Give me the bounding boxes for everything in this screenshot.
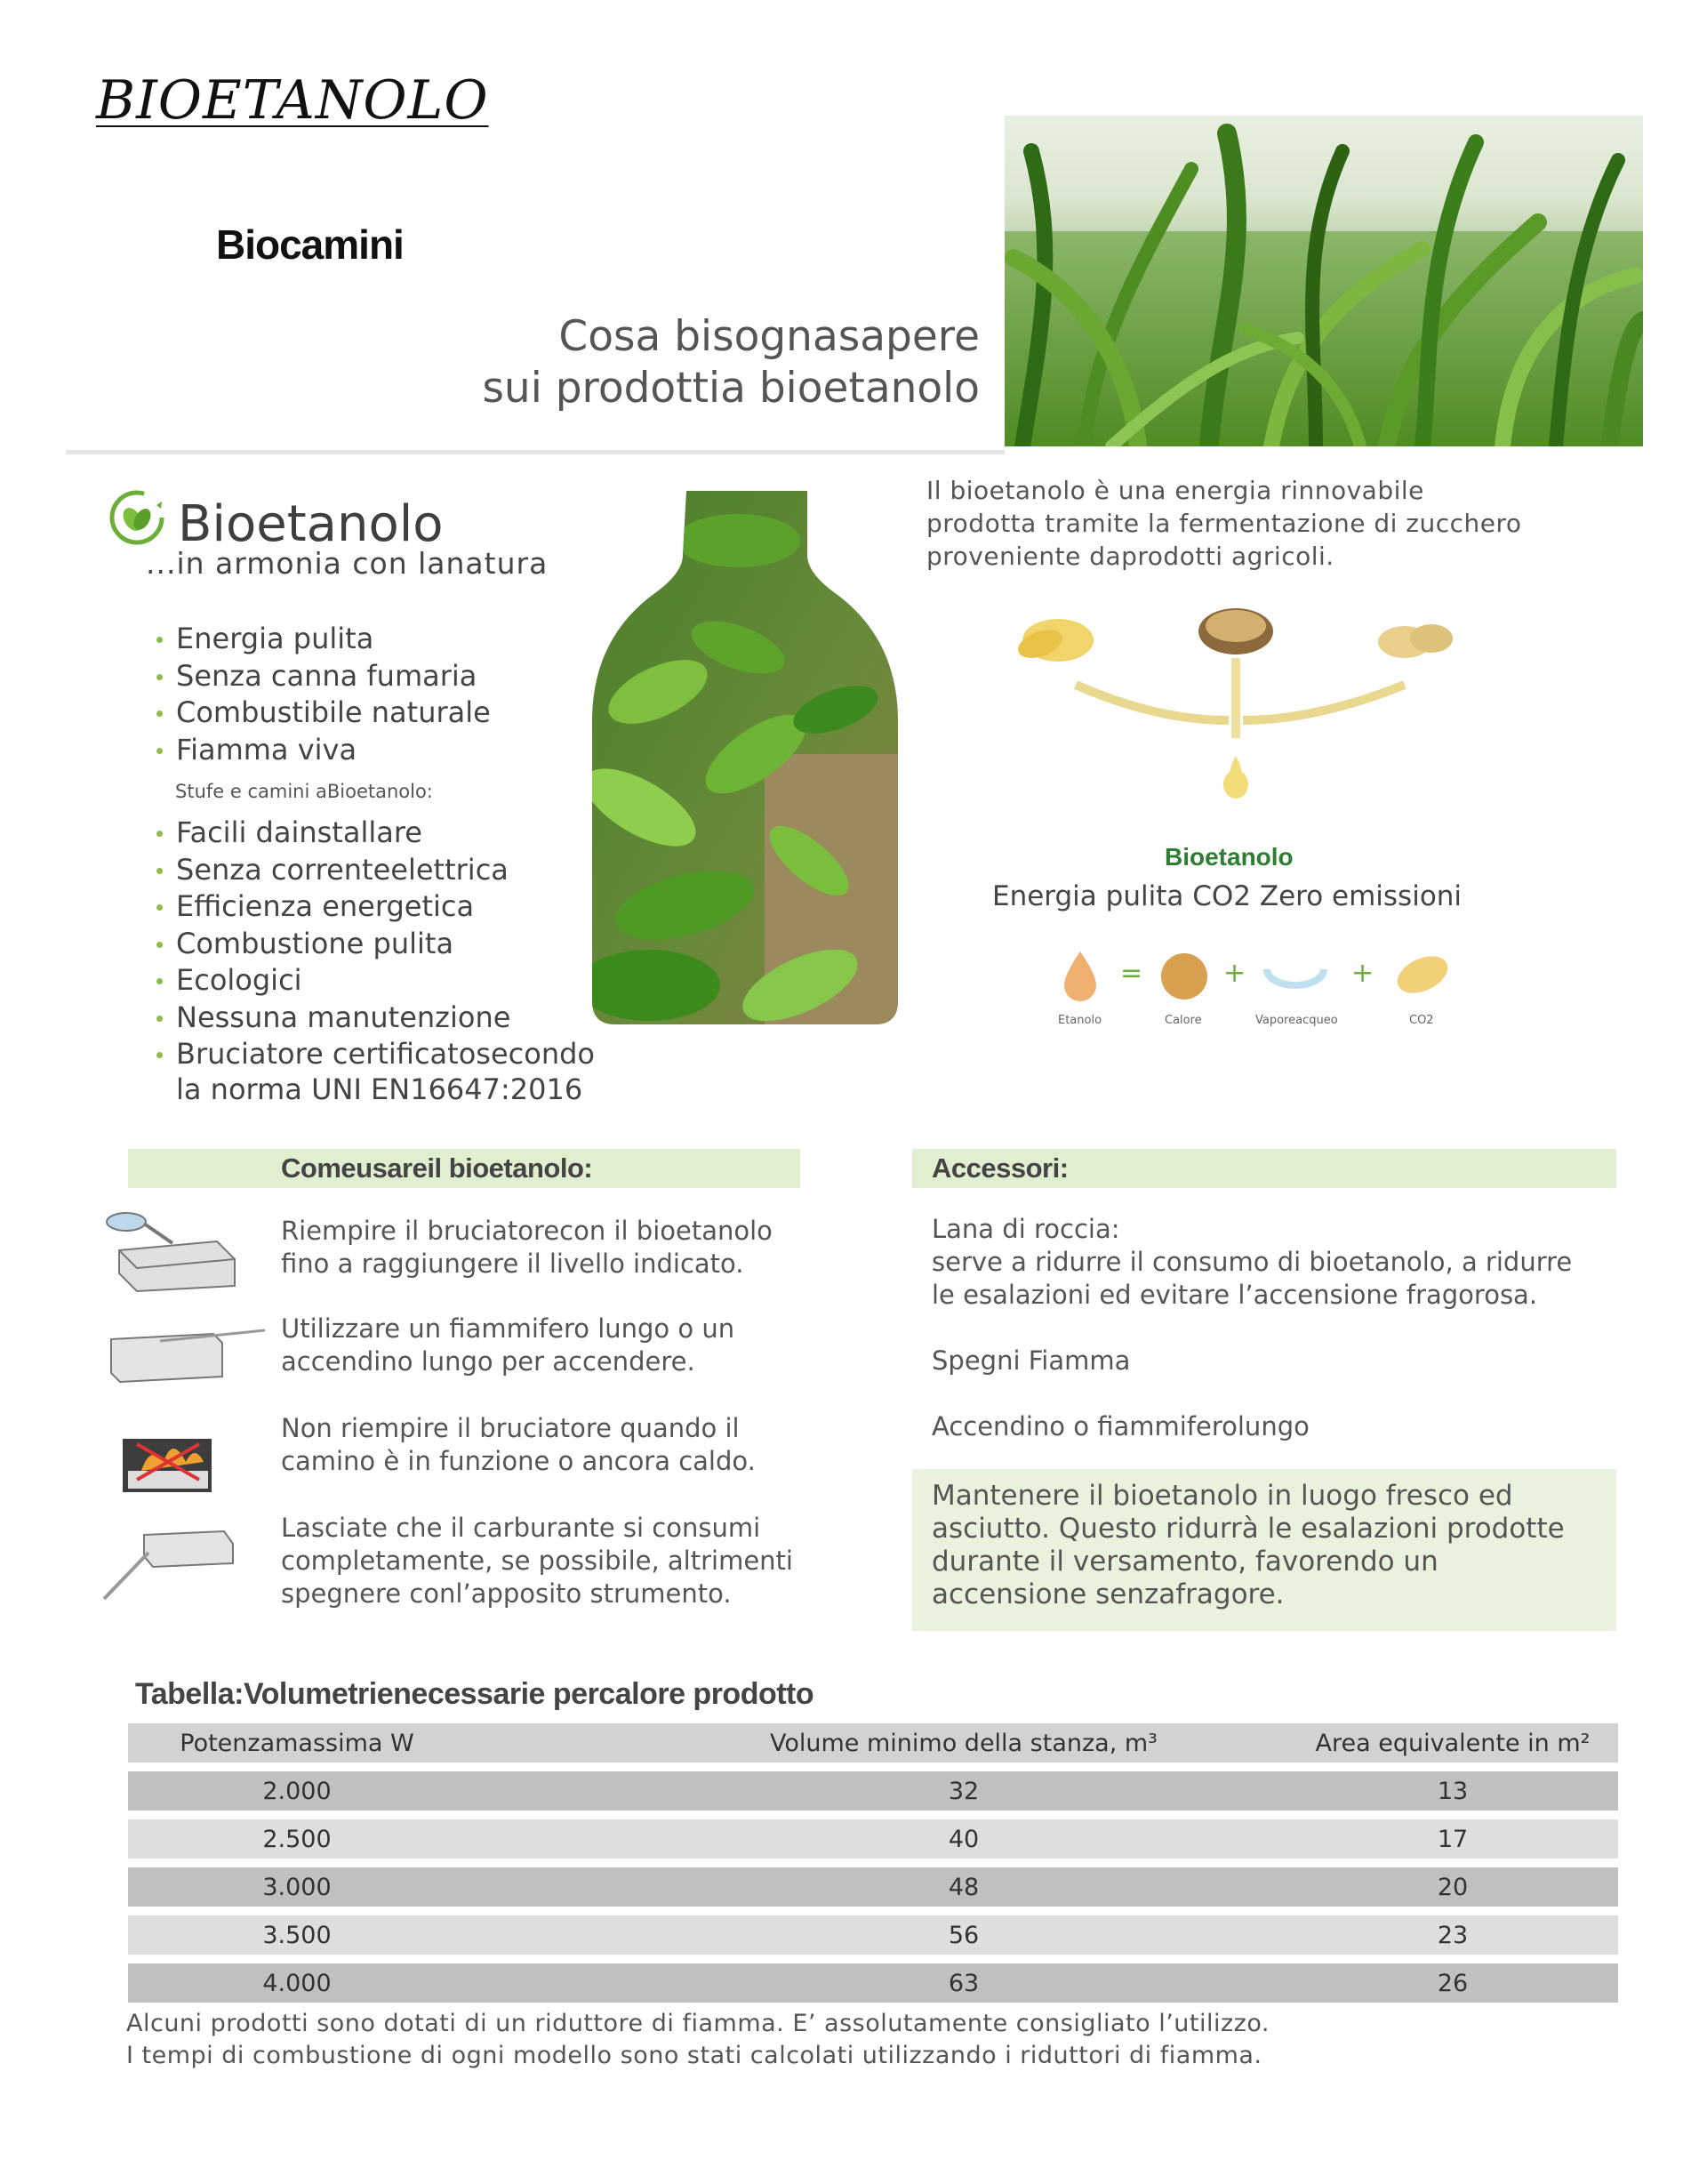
header-divider bbox=[66, 450, 1005, 454]
equation-label: Etanolo bbox=[1058, 1014, 1102, 1027]
accessory-description: serve a ridurre il consumo di bioetanolo, a ridurre bbox=[932, 1247, 1573, 1277]
table-cell: 17 bbox=[1437, 1825, 1469, 1853]
list-item: Nessuna manutenzione bbox=[153, 1000, 595, 1037]
list-item: Combustione pulita bbox=[153, 926, 595, 963]
intro-line-1: Il bioetanolo è una energia rinnovabile bbox=[926, 476, 1424, 505]
accessories-header-band bbox=[912, 1149, 1616, 1188]
svg-text:+: + bbox=[1351, 958, 1374, 989]
footer-note: I tempi di combustione di ogni modello sono stati calcolati utilizzando i riduttori di fiamma. bbox=[126, 2042, 1262, 2069]
table-cell: 2.000 bbox=[262, 1777, 332, 1805]
list-item: Senza correnteelettrica bbox=[153, 852, 595, 889]
table-row bbox=[128, 1915, 1618, 1955]
accessory-name: Lana di roccia: bbox=[932, 1214, 1120, 1244]
list-item: Senza canna fumaria bbox=[153, 658, 491, 695]
usage-step-2 bbox=[281, 1313, 832, 1378]
footer-notes bbox=[126, 2008, 1270, 2072]
subtitle-line-2: sui prodottia bioetanolo bbox=[482, 364, 980, 413]
table-row bbox=[128, 1867, 1618, 1907]
step-line: fino a raggiungere il livello indicato. bbox=[281, 1249, 744, 1279]
stoves-label: Stufe e camini aBioetanolo: bbox=[175, 781, 433, 802]
table-cell: 26 bbox=[1437, 1969, 1469, 1997]
lighter-icon bbox=[107, 1321, 267, 1396]
equation-label: CO2 bbox=[1409, 1014, 1434, 1027]
table-cell: 3.000 bbox=[262, 1873, 332, 1901]
list-item: Energia pulita bbox=[153, 621, 491, 658]
table-header-cell: Volume minimo della stanza, m³ bbox=[769, 1729, 1158, 1757]
svg-text:=: = bbox=[1120, 958, 1143, 989]
benefits-list bbox=[153, 621, 491, 768]
equation-label: Calore bbox=[1165, 1014, 1202, 1027]
table-cell: 32 bbox=[948, 1777, 980, 1805]
diagram-label: Bioetanolo bbox=[1165, 843, 1294, 871]
table-cell: 40 bbox=[948, 1825, 980, 1853]
list-item: Ecologici bbox=[153, 962, 595, 1000]
table-header-cell: Potenzamassima W bbox=[180, 1729, 414, 1757]
list-item: Facili dainstallare bbox=[153, 815, 595, 852]
bioetanolo-title: Bioetanolo bbox=[178, 494, 444, 553]
bottle-plant-image bbox=[587, 487, 903, 1030]
step-line: Riempire il bruciatorecon il bioetanolo bbox=[281, 1216, 773, 1246]
table-cell: 3.500 bbox=[262, 1921, 332, 1949]
accessory-rockwool bbox=[932, 1213, 1607, 1312]
table-row bbox=[128, 1819, 1618, 1859]
tip-line: Mantenere il bioetanolo in luogo fresco ed bbox=[932, 1480, 1513, 1512]
step-line: spegnere conl’apposito strumento. bbox=[281, 1578, 732, 1609]
section-heading: Biocamini bbox=[216, 221, 404, 268]
grain-bowl-icon bbox=[1198, 608, 1273, 654]
potato-icon bbox=[1378, 624, 1453, 658]
step-line: camino è in funzione o ancora caldo. bbox=[281, 1446, 756, 1476]
document-title: BIOETANOLO bbox=[96, 69, 489, 132]
table-cell: 20 bbox=[1437, 1873, 1469, 1901]
table-cell: 2.500 bbox=[262, 1825, 332, 1853]
usage-step-4 bbox=[281, 1512, 832, 1610]
list-item: Fiamma viva bbox=[153, 732, 491, 769]
step-line: Non riempire il bruciatore quando il bbox=[281, 1413, 740, 1443]
corn-field-image bbox=[1005, 116, 1643, 446]
table-cell: 23 bbox=[1437, 1921, 1469, 1949]
tip-line: asciutto. Questo ridurrà le esalazioni prodotte bbox=[932, 1513, 1565, 1545]
table-cell: 48 bbox=[948, 1873, 980, 1901]
usage-step-1 bbox=[281, 1215, 832, 1281]
intro-line-2: prodotta tramite la fermentazione di zucchero bbox=[926, 509, 1522, 538]
tip-line: accensione senzafragore. bbox=[932, 1578, 1285, 1610]
intro-line-3: proveniente daprodotti agricoli. bbox=[926, 542, 1334, 571]
storage-tip bbox=[932, 1480, 1607, 1611]
footer-note: Alcuni prodotti sono dotati di un riduttore di fiamma. E’ assolutamente consigliato l’utilizzo. bbox=[126, 2010, 1270, 2037]
heat-sun-icon bbox=[1161, 953, 1207, 1000]
leaves-icon bbox=[1391, 949, 1454, 1000]
step-line: Lasciate che il carburante si consumi bbox=[281, 1513, 761, 1543]
table-cell: 56 bbox=[948, 1921, 980, 1949]
svg-text:+: + bbox=[1223, 958, 1246, 989]
accessory-lighter: Accendino o fiammiferolungo bbox=[932, 1411, 1310, 1441]
hot-burner-warning-icon bbox=[119, 1426, 217, 1501]
table-row bbox=[128, 1963, 1618, 2003]
list-item: Bruciatore certificatosecondo bbox=[153, 1036, 595, 1073]
list-item: Combustibile naturale bbox=[153, 695, 491, 732]
subtitle-line-1: Cosa bisognasapere bbox=[558, 312, 980, 361]
tip-line: durante il versamento, favorendo un bbox=[932, 1546, 1439, 1578]
step-line: Utilizzare un fiammifero lungo o un bbox=[281, 1313, 735, 1344]
usage-header-band bbox=[128, 1149, 800, 1188]
certification-norm: la norma UNI EN16647:2016 bbox=[176, 1072, 583, 1106]
page-subtitle bbox=[482, 311, 980, 414]
accessory-description: le esalazioni ed evitare l’accensione fragorosa. bbox=[932, 1280, 1538, 1310]
ethanol-drop-icon bbox=[1064, 951, 1096, 1001]
usage-step-3 bbox=[281, 1412, 832, 1478]
fill-burner-icon bbox=[101, 1206, 244, 1298]
table-header-row bbox=[128, 1723, 1618, 1762]
table-cell: 4.000 bbox=[262, 1969, 332, 1997]
production-diagram bbox=[978, 587, 1511, 836]
combustion-equation bbox=[1049, 943, 1476, 1040]
diagram-caption: Energia pulita CO2 Zero emissioni bbox=[992, 880, 1463, 912]
list-item: Efficienza energetica bbox=[153, 888, 595, 926]
equation-label: Vaporeacqueo bbox=[1255, 1014, 1338, 1027]
stove-features-list bbox=[153, 815, 595, 1073]
accessories-title: Accessori: bbox=[932, 1152, 1069, 1184]
table-title: Tabella:Volumetrienecessarie percalore prodotto bbox=[135, 1677, 814, 1711]
step-line: accendino lungo per accendere. bbox=[281, 1346, 695, 1377]
accessory-snuffer: Spegni Fiamma bbox=[932, 1345, 1131, 1376]
bioetanolo-tagline: ...in armonia con lanatura bbox=[146, 546, 549, 581]
step-line: completamente, se possibile, altrimenti bbox=[281, 1546, 793, 1576]
usage-title: Comeusareil bioetanolo: bbox=[281, 1152, 593, 1184]
table-cell: 63 bbox=[948, 1969, 980, 1997]
table-header-cell: Area equivalente in m² bbox=[1315, 1729, 1591, 1757]
corn-icon bbox=[1014, 619, 1094, 663]
snuffer-tool-icon bbox=[100, 1517, 242, 1610]
water-vapor-icon bbox=[1267, 969, 1324, 985]
bioethanol-intro bbox=[926, 474, 1602, 573]
table-row bbox=[128, 1771, 1618, 1811]
table-cell: 13 bbox=[1437, 1777, 1469, 1805]
